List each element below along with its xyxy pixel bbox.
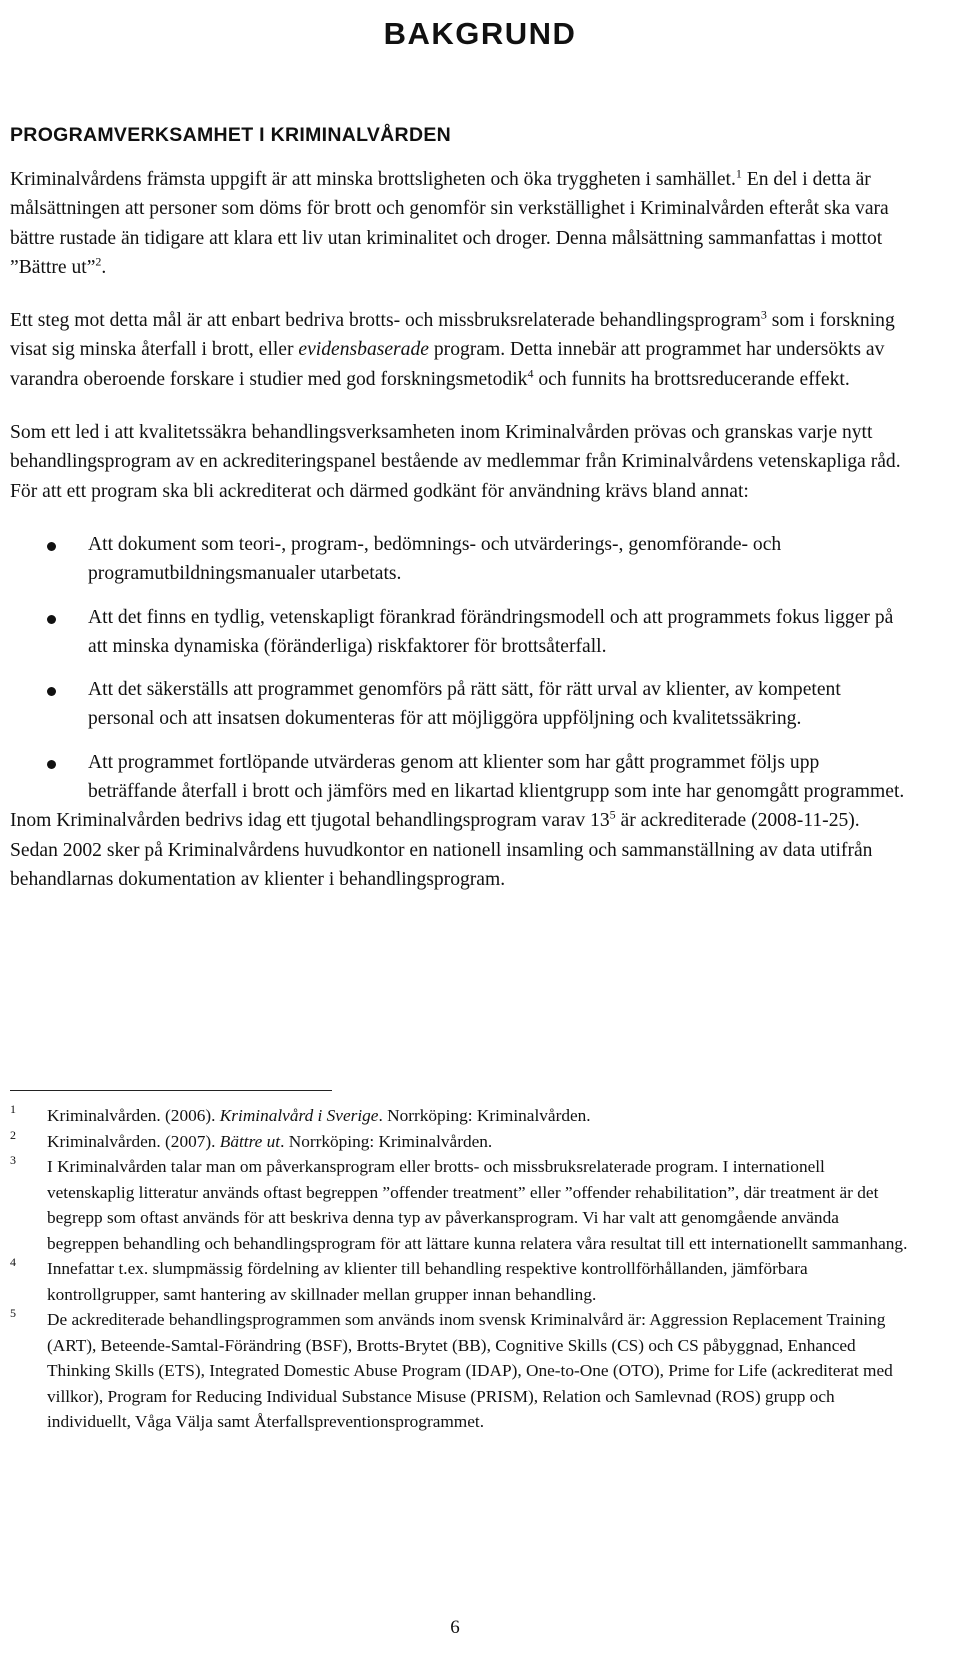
requirements-list [10,530,910,806]
paragraph-2-text-a: Ett steg mot detta mål är att enbart bedriva brotts- och missbruksrelaterade behandlingsprogram [10,310,761,332]
footnote-number: 3 [10,1153,16,1167]
footnote-title: Kriminalvård i Sverige [219,1106,379,1125]
footnote-5 [10,1307,910,1435]
footnote-ref-5[interactable]: 5 [609,807,616,822]
paragraph-1-text-b: En del i detta är målsättningen att personer som döms för brott och genomför sin verkställighet i Kriminalvården efteråt ska vara bättre rustade än tidigare att klara ett liv utan kriminalitet och droger. Denna målsättning sammanfattas i mottot ”Bättre ut” [10,169,889,278]
list-item [10,748,910,807]
footnote-title: Bättre ut [219,1131,281,1151]
footnote-text: De ackrediterade behandlingsprogrammen som används inom svensk Kriminalvård är: Aggression Replacement Training (ART), Beteende-Samtal-Förändring (BSF), Brotts-Brytet (BB), Cognitive Skills (CS) och CS påbyggnad, Enhanced Thinking Skills (ETS), Integrated Domestic Abuse Program (IDAP), One-to-One (OTO), Prime for Life (ackrediterat med villkor), Program for Reducing Individual Substance Misuse (PRISM), Relation och Samlevnad (ROS) grupp och individuellt, Våga Välja samt Återfallspreventionsprogrammet. [47,1310,893,1431]
list-item-text: Att det säkerställs att programmet genomförs på rätt sätt, för rätt urval av klienter, av kompetent personal och att insatsen dokumenteras för att möjliggöra uppföljning och kvalitetssäkring. [88,679,841,730]
body-text [10,165,910,894]
footnote-text: . Norrköping: Kriminalvården. [280,1131,493,1151]
paragraph-2-text-d: och funnits ha brottsreducerande effekt. [533,368,850,390]
page-number: 6 [450,1617,460,1638]
footnote-text: Kriminalvården. (2007). [47,1131,220,1151]
footnote-number: 1 [10,1102,16,1116]
emphasis-evidensbaserade: evidensbaserade [298,339,429,361]
paragraph-4-text-b: är ackrediterade (2008-11-25). Sedan 2002 sker på Kriminalvårdens huvudkontor en nationell insamling och sammanställning av data utifrån behandlarnas dokumentation av klienter i behandlingsprogram. [10,810,873,890]
paragraph-1-text-a: Kriminalvårdens främsta uppgift är att minska brottsligheten och öka tryggheten i samhället. [10,169,736,190]
paragraph-1 [10,165,910,282]
footnotes [10,1103,910,1435]
list-item [10,530,910,589]
footnote-text: . Norrköping: Kriminalvården. [378,1106,591,1125]
paragraph-2-text-b: som i forskning visat sig minska återfall i brott, eller [10,310,895,361]
footnote-2 [10,1129,910,1155]
footnote-number: 4 [10,1255,16,1269]
list-item [10,603,910,662]
footnote-text: Innefattar t.ex. slumpmässig fördelning av klienter till behandling respektive kontrollförhållanden, jämförbara kontrollgrupper, samt hantering av skillnader mellan grupper innan behandling. [47,1259,808,1304]
list-item [10,675,910,734]
footnote-4 [10,1256,910,1307]
footnote-ref-2[interactable]: 2 [95,254,102,269]
paragraph-2 [10,306,910,394]
paragraph-4-text-a: Inom Kriminalvården bedrivs idag ett tjugotal behandlingsprogram varav 13 [10,810,610,832]
paragraph-4 [10,806,910,894]
bullet-icon [47,542,56,551]
footnote-text: I Kriminalvården talar man om påverkansprogram eller brotts- och missbruksrelaterade program. I internationell vetenskaplig litteratur används oftast begreppen ”offender treatment” eller ”offender rehabilitation”, där treatment är det begrepp som oftast används för att beskriva denna typ av påverkansprogram. Vi har valt att genomgående använda begreppen behandling och behandlingsprogram för att lättare kunna relatera våra resultat till ett internationellt sammanhang. [47,1157,908,1253]
footnote-divider [10,1090,332,1091]
page-title: BAKGRUND [383,16,577,51]
paragraph-3: Som ett led i att kvalitetssäkra behandlingsverksamheten inom Kriminalvården prövas och granskas varje nytt behandlingsprogram av en ackrediteringspanel bestående av medlemmar från Kriminalvårdens vetenskapliga råd. För att ett program ska bli ackrediterat och därmed godkänt för användning krävs bland annat: [10,422,901,502]
footnote-ref-1[interactable]: 1 [735,166,742,181]
bullet-icon [47,615,56,624]
paragraph-1-text-c: . [101,256,107,278]
footnote-ref-4[interactable]: 4 [527,366,534,381]
list-item-text: Att programmet fortlöpande utvärderas genom att klienter som har gått programmet följs upp beträffande återfall i brott och jämförs med en likartad klientgrupp som inte har genomgått programmet. [88,751,905,803]
footnote-text: Kriminalvården. (2006). [47,1106,220,1125]
footnote-number: 5 [10,1306,16,1320]
list-item-text: Att dokument som teori-, program-, bedömnings- och utvärderings-, genomförande- och programutbildningsmanualer utarbetats. [88,533,782,585]
footnote-3 [10,1154,910,1256]
bullet-icon [47,760,56,769]
footnote-1 [10,1103,910,1129]
list-item-text: Att det finns en tydlig, vetenskapligt förankrad förändringsmodell och att programmets fokus ligger på att minska dynamiska (föränderliga) riskfaktorer för brottsåterfall. [88,606,894,657]
section-heading: PROGRAMVERKSAMHET I KRIMINALVÅRDEN [10,124,452,146]
bullet-icon [47,687,56,696]
footnote-number: 2 [10,1127,16,1142]
paragraph-2-text-c: program. Detta innebär att programmet har undersökts av varandra oberoende forskare i studier med god forskningsmetodik [10,339,885,390]
footnote-ref-3[interactable]: 3 [760,307,767,322]
